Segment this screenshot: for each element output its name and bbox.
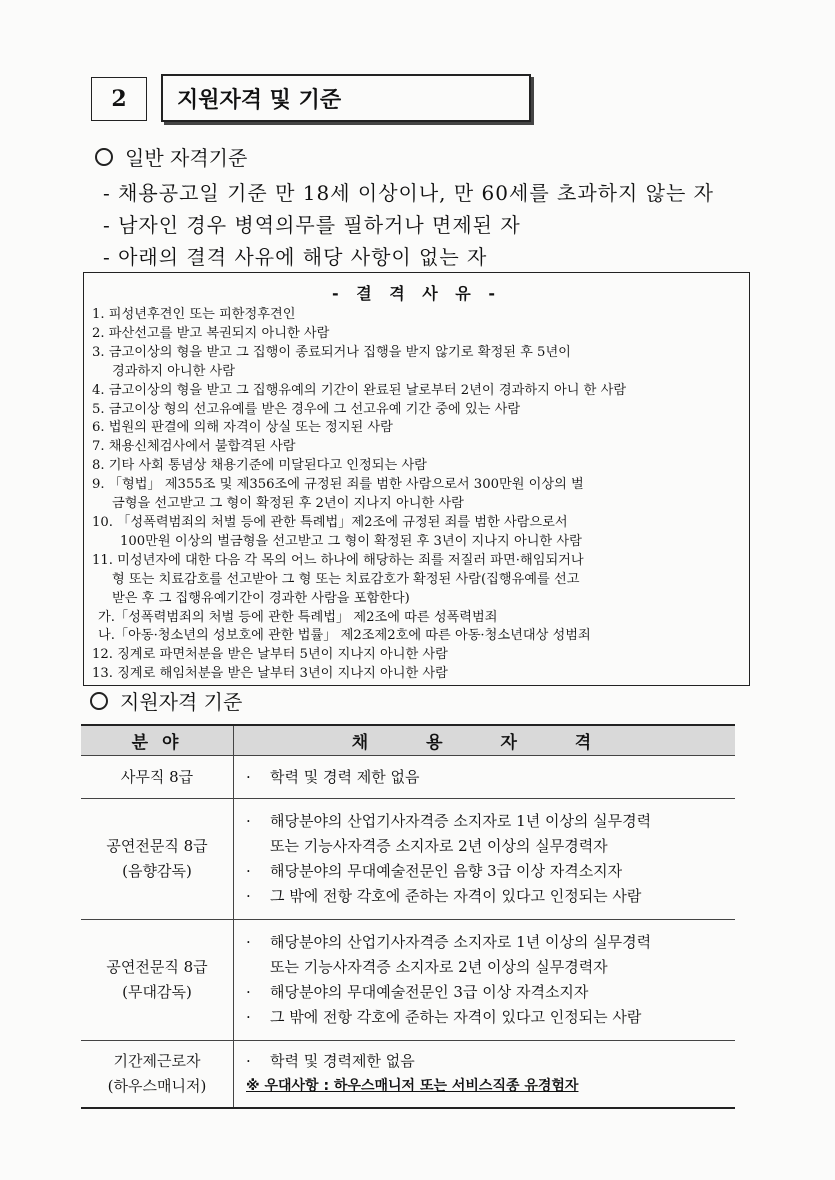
row-field [81, 920, 234, 1041]
table-row [81, 920, 735, 1041]
list-item: 2. 파산선고를 받고 복권되지 아니한 사람 [92, 325, 330, 341]
table-row [81, 1041, 735, 1109]
list-item: 7. 채용신체검사에서 불합격된 사람 [92, 439, 296, 455]
row-field [81, 1041, 234, 1109]
col-header-field: 분 야 [81, 725, 234, 756]
section-number: 2 [91, 77, 147, 121]
list-subitem: 가.「성폭력범죄의 처벌 등에 관한 특례법」 제2조에 따른 성폭력범죄 [98, 609, 498, 625]
row-qualification: · 학력 및 경력제한 없음 ※ 우대사항 : 하우스매니저 또는 서비스직종 유경험자 [234, 1041, 736, 1109]
list-item: 8. 기타 사회 통념상 채용기준에 미달된다고 인정되는 사람 [92, 458, 427, 474]
field-label: 기간제근로자 [113, 1052, 201, 1070]
table-row [81, 799, 735, 920]
qualification-item: 학력 및 경력제한 없음 [270, 1052, 415, 1070]
row-qualification: · 학력 및 경력 제한 없음 [234, 756, 736, 799]
list-item: 5. 금고이상 형의 선고유예를 받은 경우에 그 선고유예 기간 중에 있는 사람 [92, 401, 521, 417]
row-qualification: · 해당분야의 산업기사자격증 소지자로 1년 이상의 실무경력 또는 기능사자격증 소지자로 2년 이상의 실무경력자 · 해당분야의 무대예술전문인 3급 이상 자격소지자 · 그 밖에 전항 각호에 준하는 자격이 있다고 인정되는 사람 [234, 920, 736, 1041]
circle-bullet-icon [90, 692, 108, 710]
list-item: 13. 징계로 해임처분을 받은 날부터 3년이 지나지 아니한 사람 [92, 666, 448, 682]
preference-note: ※ 우대사항 : 하우스매니저 또는 서비스직종 유경험자 [246, 1078, 579, 1094]
list-item-cont: 경과하지 아니한 사람 [112, 363, 236, 379]
qualification-item: 그 밖에 전항 각호에 준하는 자격이 있다고 인정되는 사람 [270, 887, 642, 905]
field-label: 공연전문직 8급 [106, 837, 208, 855]
row-qualification: · 해당분야의 산업기사자격증 소지자로 1년 이상의 실무경력 또는 기능사자격증 소지자로 2년 이상의 실무경력자 · 해당분야의 무대예술전문인 음향 3급 이상 자격소지자 · 그 밖에 전항 각호에 준하는 자격이 있다고 인정되는 사람 [234, 799, 736, 920]
row-field [81, 799, 234, 920]
general-item: - 채용공고일 기준 만 18세 이상이나, 만 60세를 초과하지 않는 자 [103, 181, 714, 205]
row-field [81, 756, 234, 799]
general-item: - 아래의 결격 사유에 해당 사항이 없는 자 [103, 245, 488, 269]
qualification-item: 해당분야의 산업기사자격증 소지자로 1년 이상의 실무경력 [270, 933, 652, 951]
list-item: 10. 「성폭력범죄의 처벌 등에 관한 특례법」제2조에 규정된 죄를 범한 사람으로서 [92, 514, 568, 530]
criteria-heading-text: 지원자격 기준 [120, 690, 243, 714]
qualification-item: 해당분야의 산업기사자격증 소지자로 1년 이상의 실무경력 [270, 812, 652, 830]
field-label: 공연전문직 8급 [106, 958, 208, 976]
qualification-item: 그 밖에 전항 각호에 준하는 자격이 있다고 인정되는 사람 [270, 1008, 642, 1026]
list-item: 1. 피성년후견인 또는 피한정후견인 [92, 307, 296, 322]
list-item: 12. 징계로 파면처분을 받은 날부터 5년이 지나지 아니한 사람 [92, 647, 448, 663]
table-header-row [81, 725, 735, 756]
qualification-item: 해당분야의 무대예술전문인 음향 3급 이상 자격소지자 [270, 862, 623, 880]
col-header-qualification: 채 용 자 격 [234, 725, 736, 756]
qualification-cont: 또는 기능사자격증 소지자로 2년 이상의 실무경력자 [270, 837, 608, 855]
table-row [81, 756, 735, 799]
qualification-item: 해당분야의 무대예술전문인 3급 이상 자격소지자 [270, 983, 589, 1001]
list-item-cont: 받은 후 그 집행유예기간이 경과한 사람을 포함한다) [112, 590, 410, 606]
disqualification-title: - 결 격 사 유 - [332, 284, 501, 303]
list-item: 11. 미성년자에 대한 다음 각 목의 어느 하나에 해당하는 죄를 저질러 파면·해임되거나 [92, 552, 584, 568]
list-item-cont: 100만원 이상의 벌금형을 선고받고 그 형이 확정된 후 3년이 지나지 아니한 사람 [120, 533, 582, 549]
criteria-heading [90, 686, 242, 715]
list-item-cont: 형 또는 치료감호를 선고받아 그 형 또는 치료감호가 확정된 사람(집행유예를 선고 [112, 571, 580, 587]
list-item: 9. 「형법」 제355조 및 제356조에 규정된 죄를 범한 사람으로서 300만원 이상의 벌 [92, 477, 584, 493]
field-sublabel: (하우스매니저) [107, 1077, 207, 1095]
general-heading-text: 일반 자격기준 [125, 146, 248, 170]
criteria-table [81, 724, 735, 1109]
list-item: 4. 금고이상의 형을 받고 그 집행유예의 기간이 완료된 날로부터 2년이 경과하지 아니 한 사람 [92, 382, 627, 398]
circle-bullet-icon [95, 148, 113, 166]
list-item: 3. 금고이상의 형을 받고 그 집행이 종료되거나 집행을 받지 않기로 확정된 후 5년이 [92, 344, 571, 360]
field-label: 사무직 8급 [120, 767, 194, 786]
qualification-cont: 또는 기능사자격증 소지자로 2년 이상의 실무경력자 [270, 958, 608, 976]
general-item: - 남자인 경우 병역의무를 필하거나 면제된 자 [103, 213, 521, 237]
section-title: 지원자격 및 기준 [161, 74, 531, 122]
list-subitem: 나.「아동·청소년의 성보호에 관한 법률」 제2조제2호에 따른 아동·청소년대상 성범죄 [98, 628, 591, 644]
disqualification-list [92, 306, 741, 684]
qualification-item: 학력 및 경력 제한 없음 [270, 767, 420, 786]
list-item-cont: 금형을 선고받고 그 형이 확정된 후 2년이 지나지 아니한 사람 [112, 496, 464, 512]
general-heading [95, 142, 247, 171]
disqualification-box [83, 272, 750, 686]
field-sublabel: (음향감독) [122, 862, 192, 880]
list-item: 6. 법원의 판결에 의해 자격이 상실 또는 정지된 사람 [92, 420, 393, 436]
field-sublabel: (무대감독) [122, 983, 192, 1001]
